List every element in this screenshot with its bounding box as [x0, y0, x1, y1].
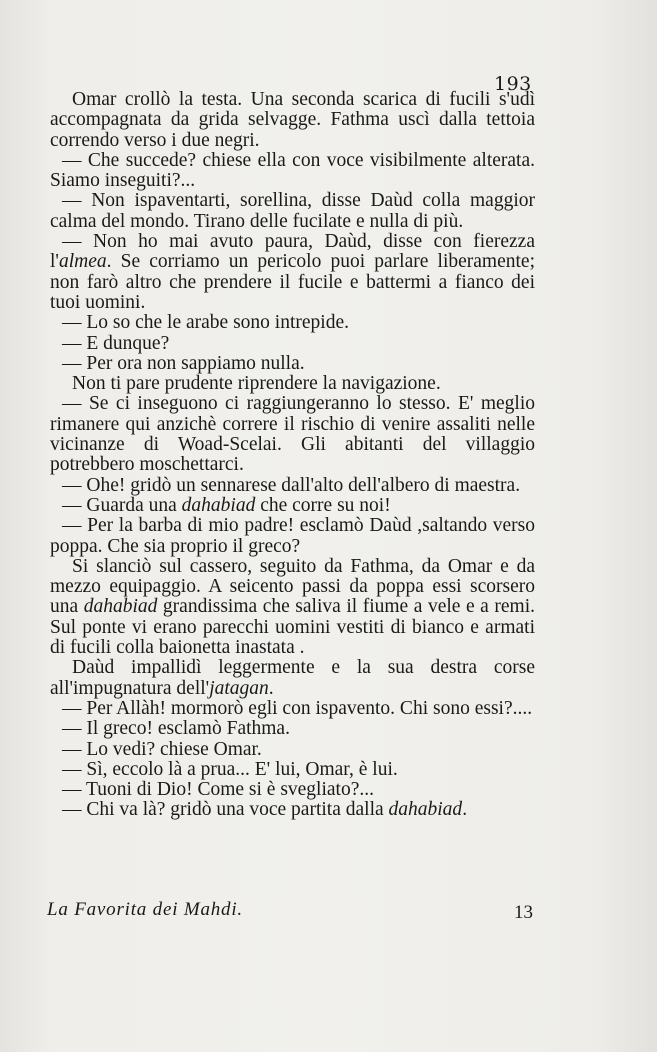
- paragraph: [50, 232, 535, 313]
- paragraph: [50, 313, 535, 333]
- text-run: .: [268, 677, 274, 699]
- text-run: — Non ho mai avuto paura, Daùd, disse con fierezza l': [50, 231, 535, 273]
- paragraph: [50, 90, 535, 151]
- text-run: Omar crollò la testa. Una seconda scarica di fucili s'udì accompagnata da grida selvagge. Fathma uscì dalla tettoia correndo verso i due negri.: [50, 89, 535, 151]
- paragraph: [50, 516, 535, 557]
- text-run: — Guarda una: [62, 494, 182, 516]
- paragraph: [50, 496, 535, 516]
- text-run: — Per Allàh! mormorò egli con ispavento. Chi sono essi?....: [62, 697, 533, 719]
- italic-term: dahabiad: [83, 596, 158, 618]
- signature-mark: 13: [514, 902, 533, 923]
- text-run: — Tuoni di Dio! Come si è svegliato?...: [62, 779, 374, 801]
- paragraph: [50, 354, 535, 374]
- paragraph: [50, 151, 535, 192]
- paragraph: [50, 334, 535, 354]
- text-run: — Il greco! esclamò Fathma.: [62, 718, 290, 740]
- text-run: — E dunque?: [62, 332, 170, 354]
- paragraph: [50, 476, 535, 496]
- text-run: — Non ispaventarti, sorellina, disse Daùd colla maggior calma del mondo. Tirano delle fucilate e nulla di più.: [50, 190, 535, 232]
- text-run: — Che succede? chiese ella con voce visibilmente alterata. Siamo inseguiti?...: [50, 149, 535, 192]
- text-run: grandissima che saliva il fiume a vele e a remi. Sul ponte vi erano parecchi uomini vestiti di bianco e armati di fucili colla baionetta inastata .: [50, 596, 535, 659]
- paragraph: [50, 394, 535, 475]
- text-run: — Per la barba di mio padre! esclamò Daùd ,saltando verso poppa. Che sia proprio il greco?: [50, 515, 535, 557]
- text-run: — Per ora non sappiamo nulla.: [62, 352, 305, 374]
- paragraph: [50, 557, 535, 658]
- page-number: 193: [494, 73, 532, 95]
- text-run: Si slanciò sul cassero, seguito da Fathma, da Omar e da mezzo equipaggio. A seicento passi da poppa essi scorsero una: [50, 555, 535, 618]
- paragraph: [50, 658, 535, 699]
- text-run: — Ohe! gridò un sennarese dall'alto dell'albero di maestra.: [62, 474, 521, 496]
- text-run: Non ti pare prudente riprendere la navigazione.: [72, 373, 441, 395]
- text-run: — Lo so che le arabe sono intrepide.: [62, 312, 349, 334]
- paragraph: [50, 780, 535, 800]
- paragraph: [50, 800, 535, 820]
- text-run: . Se corriamo un pericolo puoi parlare liberamente; non farò altro che prendere il fucile e battermi a fianco dei tuoi uomini.: [50, 251, 535, 313]
- text-run: — Se ci inseguono ci raggiungeranno lo stesso. E' meglio rimanere qui anzichè correre il rischio di venire assaliti nelle vicinanze di Woad-Scelai. Gli abitanti del villaggio potrebbero moschettarci.: [50, 393, 535, 476]
- italic-term: jatagan: [209, 677, 269, 699]
- paragraph: [50, 760, 535, 780]
- paragraph: [50, 374, 535, 394]
- paragraph: [50, 740, 535, 760]
- italic-term: dahabiad: [388, 799, 463, 821]
- text-run: che corre su noi!: [255, 494, 391, 516]
- text-run: Daùd impallidì leggermente e la sua destra corse all'impugnatura dell': [50, 657, 535, 699]
- body-text: [50, 90, 535, 821]
- italic-term: dahabiad: [181, 494, 256, 516]
- italic-term: almea: [58, 251, 107, 273]
- text-run: — Sì, eccolo là a prua... E' lui, Omar, è lui.: [62, 758, 398, 780]
- running-title: La Favorita dei Mahdi.: [47, 899, 243, 920]
- text-run: .: [462, 799, 468, 821]
- paragraph: [50, 699, 535, 719]
- paragraph: [50, 719, 535, 739]
- text-run: — Chi va là? gridò una voce partita dalla: [62, 799, 389, 821]
- text-run: — Lo vedi? chiese Omar.: [62, 738, 262, 760]
- paragraph: [50, 191, 535, 232]
